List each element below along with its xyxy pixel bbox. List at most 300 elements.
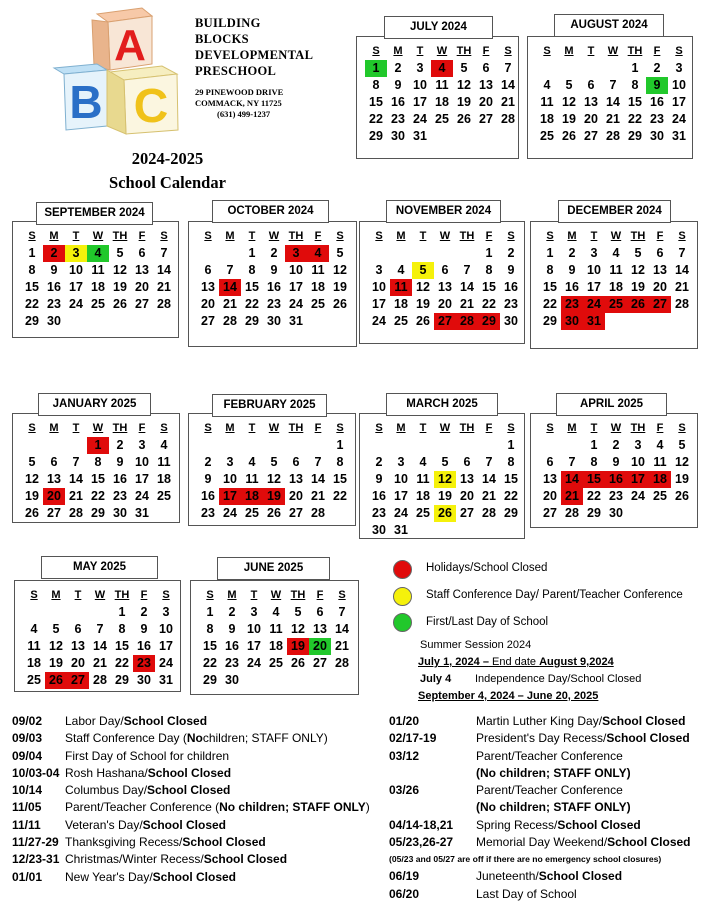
day-cell: 20	[479, 95, 493, 109]
school-year: 2024-2025	[131, 149, 204, 168]
day-cell: 12	[267, 472, 281, 486]
day-cell: 8	[546, 263, 554, 277]
day-cell: 24	[247, 656, 261, 670]
day-cell: 9	[270, 263, 278, 277]
day-cell: 18	[416, 489, 430, 503]
day-cell: 6	[316, 605, 324, 619]
day-cell: 25	[27, 673, 41, 687]
day-cell: 4	[248, 455, 256, 469]
month-grid	[368, 228, 522, 330]
day-cell: 27	[135, 297, 149, 311]
day-cell: 11	[245, 472, 259, 486]
weekday-header: S	[204, 230, 212, 242]
day-cell: 31	[135, 506, 149, 520]
event-bold-text: School Closed	[557, 817, 641, 832]
logo-letter-a: A	[114, 21, 146, 70]
weekday-header: T	[416, 45, 424, 57]
day-cell: 6	[482, 61, 490, 75]
event-text: Christmas/Winter Recess/	[65, 852, 204, 867]
day-cell: 21	[606, 112, 620, 126]
weekday-header: M	[396, 230, 406, 242]
weekday-header: S	[206, 589, 214, 601]
day-cell: 28	[482, 506, 496, 520]
day-cell: 20	[309, 638, 331, 655]
day-cell: 23	[561, 296, 583, 313]
day-cell: 23	[504, 297, 518, 311]
day-cell: 21	[157, 280, 171, 294]
day-cell: 13	[135, 263, 149, 277]
day-cell: 9	[646, 77, 668, 94]
empty-cell	[390, 437, 412, 454]
day-cell: 8	[28, 263, 36, 277]
address-street: 29 PINEWOOD DRIVE	[195, 87, 284, 97]
weekday-header: M	[227, 589, 237, 601]
day-cell: 18	[394, 297, 408, 311]
day-cell: 6	[463, 455, 471, 469]
event-text: Rosh Hashana/	[65, 765, 148, 780]
day-cell: 22	[482, 297, 496, 311]
event-bold-text: School Closed	[203, 852, 288, 867]
day-cell: 4	[30, 622, 38, 636]
day-cell: 16	[113, 472, 127, 486]
day-cell: 15	[504, 472, 518, 486]
day-cell: 25	[416, 506, 430, 520]
day-cell: 13	[71, 639, 85, 653]
day-cell: 15	[628, 95, 642, 109]
month-grid	[21, 228, 175, 330]
event-row	[389, 730, 691, 747]
day-cell: 17	[159, 639, 173, 653]
day-cell: 6	[292, 455, 300, 469]
day-cell: 17	[394, 489, 408, 503]
day-cell: 8	[248, 263, 256, 277]
empty-cell	[219, 245, 241, 262]
event-bold-text: School Closed	[147, 765, 232, 780]
day-cell: 19	[675, 472, 689, 486]
day-cell: 27	[460, 506, 474, 520]
day-cell: 30	[391, 129, 405, 143]
day-cell: 30	[225, 673, 239, 687]
day-cell: 20	[584, 112, 598, 126]
day-cell: 9	[140, 622, 148, 636]
day-cell: 9	[228, 622, 236, 636]
day-cell: 8	[206, 622, 214, 636]
day-cell: 14	[482, 472, 496, 486]
weekday-header: S	[162, 589, 170, 601]
day-cell: 26	[434, 505, 456, 522]
day-cell: 25	[269, 656, 283, 670]
month-calendar	[12, 413, 180, 523]
day-cell: 16	[372, 489, 386, 503]
weekday-header: S	[30, 589, 38, 601]
day-cell: 5	[336, 246, 344, 260]
day-cell: 1	[118, 605, 126, 619]
logo-letter-c: C	[133, 80, 169, 133]
org-name-line: DEVELOPMENTAL	[195, 48, 314, 62]
day-cell: 31	[583, 313, 605, 330]
weekday-header: W	[610, 230, 622, 242]
weekday-header: M	[225, 230, 235, 242]
day-cell: 4	[87, 245, 109, 262]
day-cell: 5	[634, 246, 642, 260]
page-title	[80, 147, 255, 195]
day-cell: 30	[47, 314, 61, 328]
day-cell: 23	[391, 112, 405, 126]
day-cell: 10	[413, 78, 427, 92]
event-date: 12/23-31	[12, 852, 60, 867]
day-cell: 15	[543, 280, 557, 294]
weekday-header: M	[51, 589, 61, 601]
day-cell: 12	[333, 263, 347, 277]
month-calendar	[356, 36, 519, 159]
month-title: APRIL 2025	[556, 393, 667, 416]
month-calendar	[527, 36, 693, 159]
day-cell: 28	[311, 506, 325, 520]
weekday-header: W	[436, 45, 448, 57]
day-cell: 26	[675, 489, 689, 503]
empty-cell	[558, 60, 580, 77]
day-cell: 18	[157, 472, 171, 486]
day-cell: 13	[313, 622, 327, 636]
day-cell: 11	[91, 263, 105, 277]
weekday-header: TH	[288, 230, 304, 242]
day-cell: 3	[375, 263, 383, 277]
event-date	[389, 799, 476, 816]
month-title: SEPTEMBER 2024	[36, 202, 153, 225]
day-cell: 10	[159, 622, 173, 636]
day-cell: 19	[25, 489, 39, 503]
day-cell: 5	[441, 455, 449, 469]
day-cell: 16	[391, 95, 405, 109]
day-cell: 13	[653, 263, 667, 277]
day-cell: 19	[631, 280, 645, 294]
day-cell: 16	[137, 639, 151, 653]
month-calendar	[359, 221, 525, 344]
empty-cell	[368, 245, 390, 262]
independence-text: Independence Day/School Closed	[475, 673, 642, 685]
day-cell: 3	[416, 61, 424, 75]
day-cell: 9	[394, 78, 402, 92]
day-cell: 23	[225, 656, 239, 670]
day-cell: 1	[507, 438, 515, 452]
day-cell: 29	[504, 506, 518, 520]
weekday-header: M	[393, 45, 403, 57]
event-row	[389, 868, 691, 885]
day-cell: 24	[135, 489, 149, 503]
day-cell: 24	[583, 296, 605, 313]
empty-cell	[197, 245, 219, 262]
day-cell: 3	[65, 245, 87, 262]
weekday-header: S	[28, 230, 36, 242]
month-calendar	[530, 413, 698, 528]
weekday-header: W	[94, 589, 106, 601]
day-cell: 17	[672, 95, 686, 109]
day-cell: 25	[653, 489, 667, 503]
event-after-text: children; STAFF ONLY)	[202, 731, 328, 746]
event-date: 10/03-04	[12, 765, 60, 780]
day-cell: 12	[675, 455, 689, 469]
weekday-header: M	[564, 45, 574, 57]
day-cell: 15	[245, 280, 259, 294]
weekday-header: T	[74, 589, 82, 601]
day-cell: 29	[628, 129, 642, 143]
day-cell: 7	[314, 455, 322, 469]
empty-cell	[307, 437, 329, 454]
day-cell: 28	[335, 656, 349, 670]
day-cell: 26	[291, 656, 305, 670]
day-cell: 3	[397, 455, 405, 469]
memorial-day-note: (05/23 and 05/27 are off if there are no emergency school closures)	[389, 854, 662, 865]
month-grid	[21, 420, 175, 522]
empty-cell	[536, 60, 558, 77]
day-cell: 18	[649, 471, 671, 488]
school-year-range: September 4, 2024 – June 20, 2025	[418, 690, 599, 702]
day-cell: 22	[203, 656, 217, 670]
weekday-header: TH	[459, 422, 475, 434]
day-cell: 27	[201, 314, 215, 328]
month-grid	[368, 420, 522, 539]
day-cell: 11	[311, 263, 325, 277]
day-cell: 27	[584, 129, 598, 143]
events-list-right	[389, 713, 691, 903]
empty-cell	[89, 604, 111, 621]
event-text: Veteran's Day/	[65, 817, 143, 832]
weekday-header: TH	[114, 589, 130, 601]
weekday-header: TH	[459, 230, 475, 242]
empty-cell	[390, 245, 412, 262]
day-cell: 20	[289, 489, 303, 503]
day-cell: 30	[504, 314, 518, 328]
month-calendar	[188, 221, 357, 347]
event-text: Labor Day/	[65, 714, 124, 728]
day-cell: 8	[631, 78, 639, 92]
day-cell: 23	[609, 489, 623, 503]
event-row	[389, 799, 691, 816]
day-cell: 27	[434, 313, 456, 330]
weekday-header: S	[372, 45, 380, 57]
day-cell: 26	[113, 297, 127, 311]
day-cell: 26	[45, 672, 67, 689]
day-cell: 20	[653, 280, 667, 294]
day-cell: 9	[50, 263, 58, 277]
day-cell: 5	[565, 78, 573, 92]
day-cell: 26	[562, 129, 576, 143]
weekday-header: S	[375, 422, 383, 434]
day-cell: 29	[478, 313, 500, 330]
day-cell: 22	[115, 656, 129, 670]
day-cell: 28	[456, 313, 478, 330]
day-cell: 11	[269, 622, 283, 636]
event-row	[12, 765, 370, 782]
event-text: Juneteenth/	[476, 869, 539, 884]
day-cell: 18	[269, 639, 283, 653]
org-name-line: PRESCHOOL	[195, 64, 277, 78]
month-title: NOVEMBER 2024	[386, 200, 501, 223]
day-cell: 4	[543, 78, 551, 92]
month-title: JANUARY 2025	[38, 393, 151, 416]
day-cell: 1	[485, 246, 493, 260]
day-cell: 1	[336, 438, 344, 452]
day-cell: 13	[201, 280, 215, 294]
day-cell: 4	[419, 455, 427, 469]
day-cell: 28	[223, 314, 237, 328]
day-cell: 5	[270, 455, 278, 469]
day-cell: 18	[435, 95, 449, 109]
day-cell: 8	[507, 455, 515, 469]
day-cell: 6	[138, 246, 146, 260]
weekday-header: S	[336, 230, 344, 242]
day-cell: 2	[228, 605, 236, 619]
day-cell: 12	[416, 280, 430, 294]
month-title: AUGUST 2024	[554, 14, 664, 37]
day-cell: 7	[678, 246, 686, 260]
month-calendar	[14, 580, 181, 692]
day-cell: 14	[335, 622, 349, 636]
day-cell: 19	[263, 488, 285, 505]
weekday-header: TH	[456, 45, 472, 57]
day-cell: 12	[457, 78, 471, 92]
weekday-header: S	[204, 422, 212, 434]
day-cell: 14	[93, 639, 107, 653]
day-cell: 31	[413, 129, 427, 143]
day-cell: 28	[93, 673, 107, 687]
day-cell: 7	[338, 605, 346, 619]
day-cell: 24	[289, 297, 303, 311]
empty-cell	[241, 437, 263, 454]
weekday-header: M	[396, 422, 406, 434]
event-bold-text: (No children; STAFF ONLY)	[476, 765, 631, 780]
weekday-header: T	[590, 422, 598, 434]
day-cell: 7	[463, 263, 471, 277]
day-cell: 22	[543, 297, 557, 311]
day-cell: 27	[313, 656, 327, 670]
event-text: Columbus Day/	[65, 783, 148, 798]
day-cell: 19	[113, 280, 127, 294]
empty-cell	[434, 437, 456, 454]
empty-cell	[197, 437, 219, 454]
day-cell: 28	[606, 129, 620, 143]
day-cell: 4	[160, 438, 168, 452]
month-title: FEBRUARY 2025	[212, 394, 327, 417]
event-row	[12, 869, 370, 886]
event-row	[389, 748, 691, 765]
day-cell: 17	[627, 471, 649, 488]
month-grid	[197, 228, 351, 330]
day-cell: 14	[606, 95, 620, 109]
event-text: Memorial Day Weekend/	[476, 835, 608, 850]
weekday-header: T	[419, 230, 427, 242]
day-cell: 2	[204, 455, 212, 469]
day-cell: 18	[311, 280, 325, 294]
day-cell: 14	[69, 472, 83, 486]
month-title: JUNE 2025	[217, 557, 330, 580]
day-cell: 17	[289, 280, 303, 294]
weekday-header: TH	[627, 45, 643, 57]
day-cell: 17	[135, 472, 149, 486]
empty-cell	[602, 60, 624, 77]
day-cell: 20	[438, 297, 452, 311]
day-cell: 15	[369, 95, 383, 109]
day-cell: 22	[91, 489, 105, 503]
day-cell: 15	[333, 472, 347, 486]
day-cell: 13	[438, 280, 452, 294]
day-cell: 21	[482, 489, 496, 503]
day-cell: 15	[583, 471, 605, 488]
weekday-header: F	[656, 230, 664, 242]
weekday-header: W	[439, 422, 451, 434]
day-cell: 30	[650, 129, 664, 143]
day-cell: 1	[87, 437, 109, 454]
day-cell: 2	[43, 245, 65, 262]
day-cell: 17	[587, 280, 601, 294]
weekday-header: S	[336, 422, 344, 434]
day-cell: 22	[587, 489, 601, 503]
day-cell: 2	[116, 438, 124, 452]
day-cell: 19	[562, 112, 576, 126]
day-cell: 4	[612, 246, 620, 260]
day-cell: 17	[219, 488, 241, 505]
day-cell: 29	[543, 314, 557, 328]
weekday-header: S	[338, 589, 346, 601]
weekday-header: T	[419, 422, 427, 434]
empty-cell	[580, 60, 602, 77]
day-cell: 21	[561, 488, 583, 505]
day-cell: 19	[49, 656, 63, 670]
day-cell: 10	[587, 263, 601, 277]
day-cell: 20	[43, 488, 65, 505]
day-cell: 25	[540, 129, 554, 143]
day-cell: 26	[333, 297, 347, 311]
day-cell: 2	[653, 61, 661, 75]
weekday-header: T	[72, 230, 80, 242]
empty-cell	[456, 245, 478, 262]
weekday-header: S	[678, 230, 686, 242]
day-cell: 24	[69, 297, 83, 311]
day-cell: 6	[204, 263, 212, 277]
day-cell: 7	[504, 61, 512, 75]
abc-blocks-logo	[52, 6, 187, 136]
event-date: 11/11	[12, 817, 41, 832]
event-bold-text: School Closed	[152, 869, 237, 884]
weekday-header: F	[485, 230, 493, 242]
day-cell: 13	[289, 472, 303, 486]
day-cell: 11	[653, 455, 667, 469]
day-cell: 9	[375, 472, 383, 486]
empty-cell	[368, 437, 390, 454]
weekday-header: W	[92, 422, 104, 434]
event-row	[12, 817, 370, 834]
day-cell: 13	[479, 78, 493, 92]
day-cell: 19	[287, 638, 309, 655]
weekday-header: F	[656, 422, 664, 434]
day-cell: 26	[457, 112, 471, 126]
event-date: 11/27-29	[12, 835, 59, 850]
weekday-header: TH	[630, 230, 646, 242]
day-cell: 13	[460, 472, 474, 486]
day-cell: 18	[609, 280, 623, 294]
day-cell: 7	[72, 455, 80, 469]
event-text: Parent/Teacher Conference	[476, 748, 623, 763]
month-grid	[23, 587, 177, 689]
day-cell: 11	[540, 95, 554, 109]
day-cell: 1	[590, 438, 598, 452]
day-cell: 29	[25, 314, 39, 328]
weekday-header: S	[546, 230, 554, 242]
day-cell: 24	[394, 506, 408, 520]
day-cell: 29	[91, 506, 105, 520]
day-cell: 2	[270, 246, 278, 260]
day-cell: 3	[675, 61, 683, 75]
